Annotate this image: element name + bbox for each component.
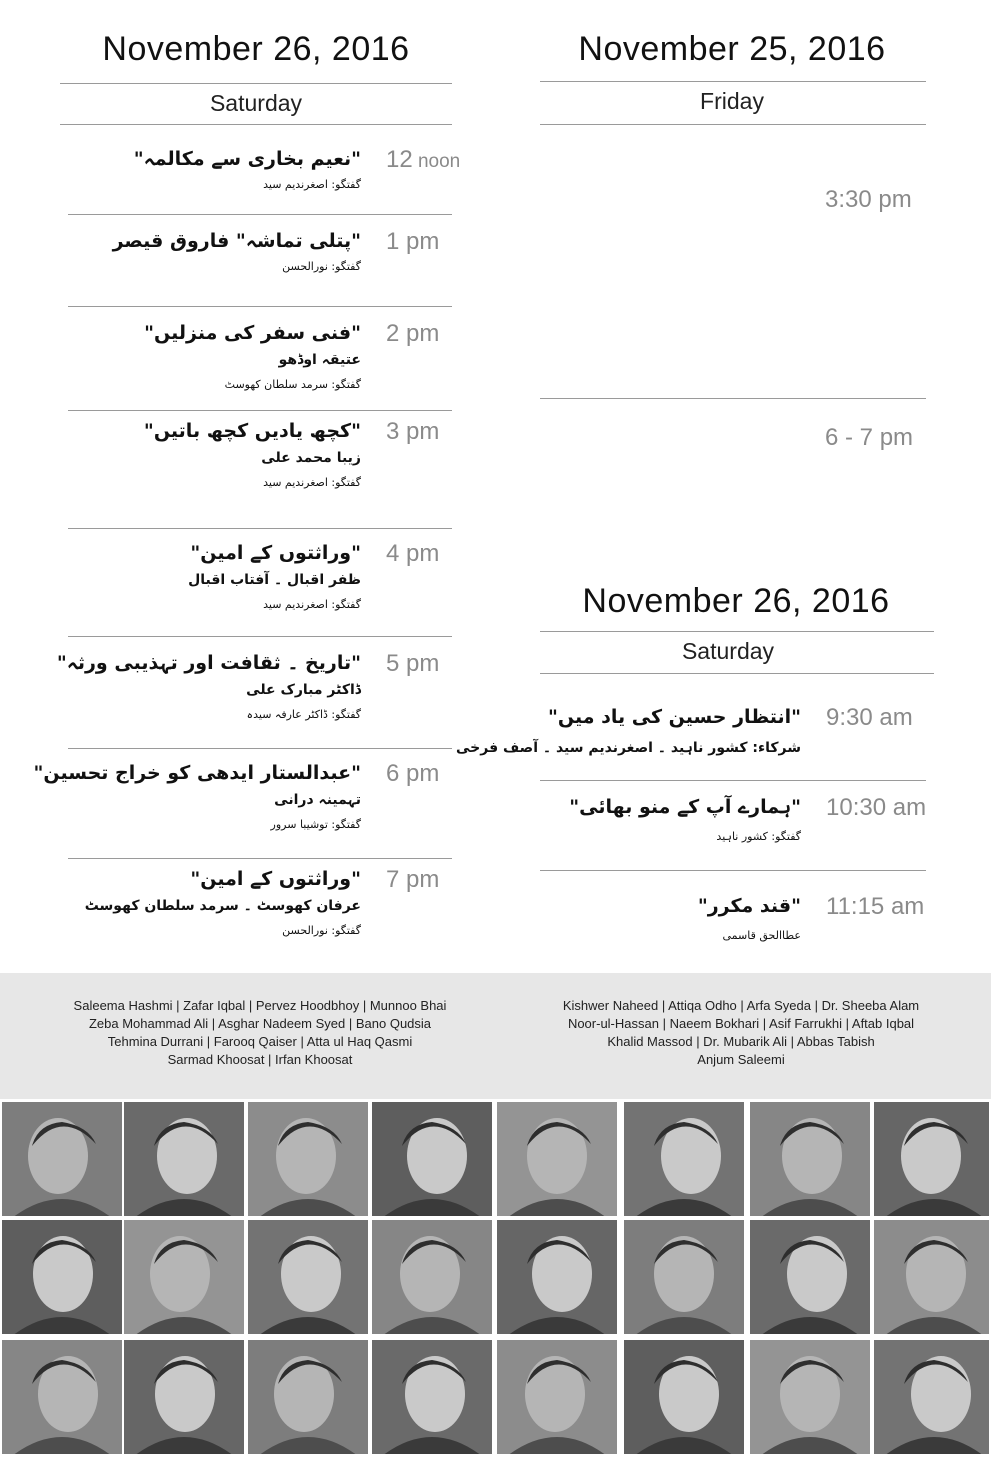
portrait-silhouette-icon [874, 1220, 989, 1334]
participant-portrait [372, 1220, 492, 1334]
portrait-silhouette-icon [2, 1102, 122, 1216]
right-session-time: 11:15 am [826, 893, 925, 920]
portrait-silhouette-icon [750, 1340, 870, 1454]
participant-portrait [2, 1220, 122, 1334]
participant-portrait [750, 1102, 870, 1216]
participant-names-line: Tehmina Durrani | Farooq Qaiser | Atta ul Haq Qasmi [107, 1034, 413, 1049]
right-day1-wrap [540, 88, 924, 115]
right-session-title: "انتظار حسین کی یاد میں" [547, 706, 801, 728]
portrait-silhouette-icon [248, 1102, 368, 1216]
left-session-moderator: گفتگو: ڈاکٹر عارفہ سیدہ [246, 708, 361, 721]
left-day-rule [60, 124, 452, 125]
portrait-silhouette-icon [497, 1102, 617, 1216]
right-session-sub: شرکاء: کشور ناہید ۔ اصغرندیم سید ۔ آصف فرخی [456, 740, 801, 756]
left-session-time: 4 pm [386, 540, 440, 567]
portrait-silhouette-icon [497, 1220, 617, 1334]
left-session-title: "وراثتوں کے امین" [190, 542, 361, 564]
opening-time: 3:30 pm [825, 186, 912, 213]
right-date2-heading: November 26, 2016 [582, 582, 890, 620]
left-session-time: 1 pm [386, 228, 440, 255]
participant-names-line: Sarmad Khoosat | Irfan Khoosat [167, 1052, 353, 1067]
participant-portrait [497, 1340, 617, 1454]
left-session-moderator: گفتگو: نورالحسن [282, 260, 361, 273]
right-day1-heading: Friday [700, 88, 764, 114]
participant-portrait [124, 1220, 244, 1334]
portrait-silhouette-icon [2, 1340, 122, 1454]
right-date1-rule [540, 81, 926, 82]
participant-portrait [874, 1220, 989, 1334]
participants-band [0, 973, 991, 1099]
left-session-time-suffix: noon [412, 151, 461, 172]
right-session-title: "قند مکرر" [697, 895, 801, 917]
left-session-title: "عبدالستار ایدھی کو خراج تحسین" [33, 762, 361, 784]
left-session-speaker: زیبا محمد علی [261, 450, 361, 466]
left-session-title: "کچھ یادیں کچھ باتیں" [143, 420, 361, 442]
right-day2-heading: Saturday [681, 638, 775, 664]
participant-names-line: Kishwer Naheed | Attiqa Odho | Arfa Syeda | Dr. Sheeba Alam [562, 998, 920, 1013]
left-session-title: "وراثتوں کے امین" [190, 868, 361, 890]
left-session-rule [68, 410, 452, 411]
right-session-sub: گفتگو: کشور ناہید [716, 830, 801, 843]
left-session-title: "پتلی تماشہ" فاروق قیصر [112, 230, 361, 252]
left-column [58, 30, 454, 69]
portrait-silhouette-icon [248, 1220, 368, 1334]
left-day-wrap [58, 90, 454, 117]
participant-portrait [750, 1340, 870, 1454]
participant-portrait [124, 1340, 244, 1454]
participant-portrait [624, 1220, 744, 1334]
participant-portrait [497, 1220, 617, 1334]
portrait-silhouette-icon [624, 1102, 744, 1216]
right-session-sub: عطاالحق قاسمی [722, 929, 801, 942]
left-date-rule [60, 83, 452, 84]
left-session-title: "نعیم بخاری سے مکالمہ" [133, 148, 361, 170]
right-session-time: 9:30 am [826, 704, 913, 731]
participant-portrait [248, 1220, 368, 1334]
participant-photo-grid [0, 1100, 991, 1460]
portrait-silhouette-icon [750, 1102, 870, 1216]
left-session-moderator: گفتگو: اصغرندیم سید [263, 598, 361, 611]
left-date-heading: November 26, 2016 [102, 30, 410, 68]
left-session-time: 12 noon [386, 146, 461, 173]
participant-portrait [874, 1340, 989, 1454]
left-session-moderator: گفتگو: توشیبا سرور [270, 818, 361, 831]
left-session-time: 5 pm [386, 650, 440, 677]
portrait-silhouette-icon [750, 1220, 870, 1334]
left-session-speaker: ڈاکٹر مبارک علی [246, 682, 361, 698]
left-session-moderator: گفتگو: اصغرندیم سید [263, 476, 361, 489]
left-session-time: 3 pm [386, 418, 440, 445]
right-session-title: "ہمارے آپ کے منو بھائی" [569, 796, 801, 818]
participant-names-line: Anjum Saleemi [697, 1052, 785, 1067]
left-session-time: 7 pm [386, 866, 440, 893]
left-session-title: "فنی سفر کی منزلیں" [144, 322, 361, 344]
participant-portrait [750, 1220, 870, 1334]
left-session-time: 6 pm [386, 760, 440, 787]
portrait-silhouette-icon [874, 1340, 989, 1454]
left-session-speaker: تہمینہ درانی [274, 792, 361, 808]
participant-portrait [874, 1102, 989, 1216]
participant-portrait [372, 1340, 492, 1454]
portrait-silhouette-icon [624, 1220, 744, 1334]
right-date1-wrap [540, 30, 924, 69]
right-session-rule [540, 870, 926, 871]
left-session-title: "تاریخ ۔ ثقافت اور تہذیبی ورثہ" [56, 652, 361, 674]
portrait-silhouette-icon [372, 1102, 492, 1216]
participant-portrait [372, 1102, 492, 1216]
left-session-time: 2 pm [386, 320, 440, 347]
participant-names-line: Noor-ul-Hassan | Naeem Bokhari | Asif Farrukhi | Aftab Iqbal [567, 1016, 915, 1031]
left-session-speaker: عرفان کھوسٹ ۔ سرمد سلطان کھوسٹ [84, 898, 361, 914]
participant-portrait [248, 1102, 368, 1216]
right-session-rule [540, 780, 926, 781]
participant-portrait [497, 1102, 617, 1216]
participant-names-line: Saleema Hashmi | Zafar Iqbal | Pervez Hoodbhoy | Munnoo Bhai [73, 998, 447, 1013]
portrait-silhouette-icon [624, 1340, 744, 1454]
participants-right [502, 997, 980, 1069]
opening-rule [540, 398, 926, 399]
participant-names-line: Khalid Massod | Dr. Mubarik Ali | Abbas Tabish [607, 1034, 875, 1049]
participant-portrait [624, 1340, 744, 1454]
left-session-speaker: ظفر اقبال ۔ آفتاب اقبال [188, 572, 361, 588]
poetry-time: 6 - 7 pm [825, 424, 914, 451]
left-session-rule [68, 214, 452, 215]
left-session-moderator: گفتگو: سرمد سلطان کھوسٹ [224, 378, 361, 391]
right-day1-rule [540, 124, 926, 125]
right-date1-heading: November 25, 2016 [578, 30, 886, 68]
portrait-silhouette-icon [248, 1340, 368, 1454]
portrait-silhouette-icon [124, 1220, 244, 1334]
left-session-rule [68, 858, 452, 859]
left-session-rule [68, 306, 452, 307]
left-session-rule [68, 636, 452, 637]
portrait-silhouette-icon [2, 1220, 122, 1334]
participant-portrait [624, 1102, 744, 1216]
participant-portrait [248, 1340, 368, 1454]
portrait-silhouette-icon [372, 1340, 492, 1454]
left-session-rule [68, 748, 452, 749]
portrait-silhouette-icon [372, 1220, 492, 1334]
participant-names-line: Zeba Mohammad Ali | Asghar Nadeem Syed | Bano Qudsia [88, 1016, 432, 1031]
participant-portrait [2, 1102, 122, 1216]
participant-portrait [2, 1340, 122, 1454]
left-session-moderator: گفتگو: اصغرندیم سید [263, 178, 361, 191]
left-day-heading: Saturday [209, 90, 303, 116]
participants-left [20, 997, 500, 1069]
left-session-rule [68, 528, 452, 529]
right-session-time: 10:30 am [826, 794, 927, 821]
right-day2-wrap [540, 638, 916, 665]
portrait-silhouette-icon [124, 1102, 244, 1216]
right-date2-rule [540, 631, 934, 632]
participant-portrait [124, 1102, 244, 1216]
portrait-silhouette-icon [874, 1102, 989, 1216]
right-day2-rule [540, 673, 934, 674]
left-session-moderator: گفتگو: نورالحسن [282, 924, 361, 937]
portrait-silhouette-icon [124, 1340, 244, 1454]
right-date2-wrap [540, 582, 932, 621]
portrait-silhouette-icon [497, 1340, 617, 1454]
left-session-speaker: عتیقہ اوڈھو [278, 352, 361, 368]
